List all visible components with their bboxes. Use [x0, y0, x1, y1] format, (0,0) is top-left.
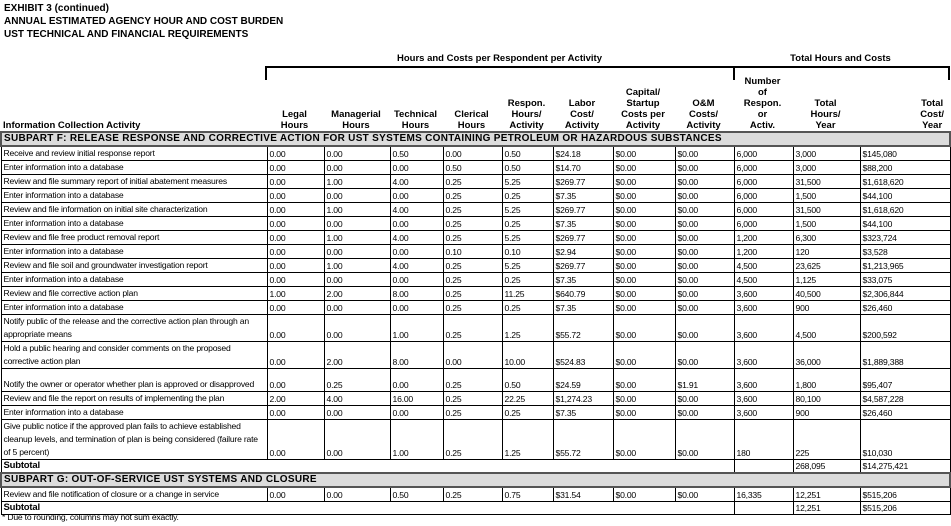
cell-capital-cost: $0.00: [613, 175, 675, 189]
cell-capital-cost: $0.00: [613, 369, 675, 392]
cell-respon-hours: 0.10: [502, 245, 553, 259]
cell-respon-hours: 0.50: [502, 161, 553, 175]
cell-technical-hours: 8.00: [390, 287, 443, 301]
cell-technical-hours: 0.00: [390, 301, 443, 315]
cell-technical-hours: 0.50: [390, 146, 443, 161]
cell-total-hours: 900: [793, 301, 860, 315]
cell-clerical-hours: 0.25: [443, 420, 502, 460]
cell-total-cost: $1,889,388: [860, 342, 950, 369]
cell-labor-cost: $7.35: [553, 217, 613, 231]
cell-om-cost: $0.00: [675, 245, 734, 259]
cell-total-hours: 4,500: [793, 315, 860, 342]
cell-technical-hours: 0.50: [390, 487, 443, 502]
cell-managerial-hours: 0.00: [324, 301, 390, 315]
cell-om-cost: $0.00: [675, 406, 734, 420]
cell-legal-hours: 0.00: [267, 203, 324, 217]
cell-num-respon: 3,600: [734, 392, 793, 406]
cell-legal-hours: 0.00: [267, 245, 324, 259]
activity-cell: Review and file summary report of initial abatement measures: [1, 175, 267, 189]
cell-managerial-hours: 1.00: [324, 175, 390, 189]
cell-labor-cost: $7.35: [553, 273, 613, 287]
exhibit-subtitle: UST TECHNICAL AND FINANCIAL REQUIREMENTS: [4, 29, 249, 40]
cell-legal-hours: 1.00: [267, 287, 324, 301]
cell-legal-hours: 0.00: [267, 217, 324, 231]
cell-technical-hours: 0.00: [390, 217, 443, 231]
cell-num-respon: 4,500: [734, 273, 793, 287]
cell-legal-hours: 0.00: [267, 315, 324, 342]
cell-technical-hours: 8.00: [390, 342, 443, 369]
totals-bracket-tick-right: [948, 66, 950, 80]
cell-num-respon: 6,000: [734, 203, 793, 217]
cell-total-hours: 40,500: [793, 287, 860, 301]
cell-capital-cost: $0.00: [613, 217, 675, 231]
cell-num-respon: 3,600: [734, 301, 793, 315]
cell-technical-hours: 0.00: [390, 406, 443, 420]
activity-cell: Review and file information on initial site characterization: [1, 203, 267, 217]
cell-labor-cost: $1,274.23: [553, 392, 613, 406]
cell-capital-cost: $0.00: [613, 273, 675, 287]
cell-total-hours: 3,000: [793, 161, 860, 175]
cell-labor-cost: $269.77: [553, 203, 613, 217]
subtotal-blank: [734, 502, 793, 515]
activity-cell: Hold a public hearing and consider comments on the proposed corrective action plan: [1, 342, 267, 369]
cell-total-cost: $10,030: [860, 420, 950, 460]
cell-om-cost: $0.00: [675, 161, 734, 175]
cell-om-cost: $0.00: [675, 315, 734, 342]
cell-labor-cost: $524.83: [553, 342, 613, 369]
cell-managerial-hours: 0.00: [324, 245, 390, 259]
subtotal-label: Subtotal: [1, 460, 734, 474]
cell-om-cost: $0.00: [675, 259, 734, 273]
subtotal-cost: $14,275,421: [860, 460, 950, 474]
cell-capital-cost: $0.00: [613, 245, 675, 259]
activity-cell: Enter information into a database: [1, 217, 267, 231]
cell-technical-hours: 0.00: [390, 369, 443, 392]
cell-num-respon: 6,000: [734, 161, 793, 175]
cell-total-hours: 1,500: [793, 189, 860, 203]
activity-cell: Enter information into a database: [1, 245, 267, 259]
subtotal-hours: 268,095: [793, 460, 860, 474]
cell-managerial-hours: 0.00: [324, 217, 390, 231]
column-header-legal-hours: Legal Hours: [280, 109, 309, 131]
cell-clerical-hours: 0.25: [443, 287, 502, 301]
cell-managerial-hours: 0.00: [324, 273, 390, 287]
cell-legal-hours: 0.00: [267, 342, 324, 369]
cell-clerical-hours: 0.25: [443, 392, 502, 406]
cell-capital-cost: $0.00: [613, 487, 675, 502]
cell-legal-hours: 0.00: [267, 301, 324, 315]
cell-clerical-hours: 0.00: [443, 146, 502, 161]
cell-legal-hours: 0.00: [267, 369, 324, 392]
cell-labor-cost: $55.72: [553, 420, 613, 460]
cell-technical-hours: 1.00: [390, 420, 443, 460]
cell-clerical-hours: 0.25: [443, 406, 502, 420]
cell-managerial-hours: 0.00: [324, 487, 390, 502]
cell-capital-cost: $0.00: [613, 146, 675, 161]
cell-total-hours: 23,625: [793, 259, 860, 273]
cell-total-cost: $2,306,844: [860, 287, 950, 301]
cell-num-respon: 1,200: [734, 231, 793, 245]
column-header-total-cost: Total Cost/ Year: [920, 98, 944, 131]
cell-legal-hours: 0.00: [267, 273, 324, 287]
column-header-technical-hours: Technical Hours: [393, 109, 438, 131]
cell-clerical-hours: 0.25: [443, 315, 502, 342]
cell-capital-cost: $0.00: [613, 287, 675, 301]
cell-num-respon: 3,600: [734, 406, 793, 420]
cell-legal-hours: 0.00: [267, 406, 324, 420]
table-row: [1, 203, 950, 217]
cell-om-cost: $1.91: [675, 369, 734, 392]
table-row: [1, 231, 950, 245]
cell-clerical-hours: 0.25: [443, 175, 502, 189]
cell-respon-hours: 5.25: [502, 203, 553, 217]
column-header-labor-cost: Labor Cost/ Activity: [564, 98, 600, 131]
cell-clerical-hours: 0.25: [443, 487, 502, 502]
cell-legal-hours: 0.00: [267, 189, 324, 203]
cell-total-hours: 120: [793, 245, 860, 259]
cell-num-respon: 6,000: [734, 146, 793, 161]
cell-respon-hours: 10.00: [502, 342, 553, 369]
cell-num-respon: 3,600: [734, 287, 793, 301]
cell-capital-cost: $0.00: [613, 189, 675, 203]
cell-om-cost: $0.00: [675, 146, 734, 161]
cell-total-hours: 6,300: [793, 231, 860, 245]
cell-total-cost: $88,200: [860, 161, 950, 175]
column-header-activity: Information Collection Activity: [3, 120, 141, 131]
cell-om-cost: $0.00: [675, 342, 734, 369]
table-row: [1, 392, 950, 406]
cell-managerial-hours: 4.00: [324, 392, 390, 406]
activity-cell: Notify public of the release and the corrective action plan through an appropriate means: [1, 315, 267, 342]
cell-clerical-hours: 0.50: [443, 161, 502, 175]
column-header-respon-hours: Respon. Hours/ Activity: [507, 98, 546, 131]
activity-cell: Review and file corrective action plan: [1, 287, 267, 301]
cell-labor-cost: $7.35: [553, 301, 613, 315]
cell-om-cost: $0.00: [675, 231, 734, 245]
cell-total-cost: $1,213,965: [860, 259, 950, 273]
cell-legal-hours: 0.00: [267, 146, 324, 161]
cell-total-hours: 1,500: [793, 217, 860, 231]
cell-clerical-hours: 0.25: [443, 189, 502, 203]
cell-respon-hours: 11.25: [502, 287, 553, 301]
cell-managerial-hours: 0.25: [324, 369, 390, 392]
cell-labor-cost: $640.79: [553, 287, 613, 301]
cell-capital-cost: $0.00: [613, 406, 675, 420]
cell-clerical-hours: 0.10: [443, 245, 502, 259]
cell-om-cost: $0.00: [675, 487, 734, 502]
cell-respon-hours: 22.25: [502, 392, 553, 406]
cell-respon-hours: 0.25: [502, 301, 553, 315]
cell-clerical-hours: 0.25: [443, 231, 502, 245]
cell-labor-cost: $7.35: [553, 189, 613, 203]
cell-respon-hours: 1.25: [502, 315, 553, 342]
cell-num-respon: 3,600: [734, 342, 793, 369]
column-header-managerial-hours: Managerial Hours: [331, 109, 381, 131]
cell-respon-hours: 0.25: [502, 217, 553, 231]
cell-total-cost: $4,587,228: [860, 392, 950, 406]
cell-num-respon: 6,000: [734, 175, 793, 189]
cell-total-cost: $515,206: [860, 487, 950, 502]
cell-num-respon: 6,000: [734, 217, 793, 231]
table-row: [1, 301, 950, 315]
cell-technical-hours: 4.00: [390, 259, 443, 273]
cell-num-respon: 4,500: [734, 259, 793, 273]
cell-clerical-hours: 0.25: [443, 301, 502, 315]
subtotal-label: Subtotal: [1, 502, 734, 515]
section-title: SUBPART G: OUT-OF-SERVICE UST SYSTEMS AND CLOSURE: [1, 473, 950, 487]
cell-managerial-hours: 2.00: [324, 342, 390, 369]
cell-managerial-hours: 0.00: [324, 420, 390, 460]
cell-num-respon: 16,335: [734, 487, 793, 502]
burden-table: [0, 131, 951, 515]
cell-total-cost: $3,528: [860, 245, 950, 259]
cell-capital-cost: $0.00: [613, 420, 675, 460]
cell-managerial-hours: 0.00: [324, 161, 390, 175]
cell-clerical-hours: 0.25: [443, 203, 502, 217]
activity-cell: Enter information into a database: [1, 189, 267, 203]
cell-labor-cost: $55.72: [553, 315, 613, 342]
activity-cell: Enter information into a database: [1, 273, 267, 287]
cell-total-cost: $44,100: [860, 189, 950, 203]
table-row: [1, 189, 950, 203]
cell-legal-hours: 0.00: [267, 487, 324, 502]
cell-num-respon: 3,600: [734, 369, 793, 392]
activity-cell: Notify the owner or operator whether plan is approved or disapproved: [1, 369, 267, 392]
cell-capital-cost: $0.00: [613, 392, 675, 406]
cell-labor-cost: $24.18: [553, 146, 613, 161]
table-row: [1, 487, 950, 502]
cell-respon-hours: 0.50: [502, 369, 553, 392]
cell-total-hours: 31,500: [793, 175, 860, 189]
table-row: [1, 342, 950, 369]
cell-respon-hours: 5.25: [502, 231, 553, 245]
cell-technical-hours: 4.00: [390, 203, 443, 217]
cell-technical-hours: 0.00: [390, 189, 443, 203]
group-header-per-activity: Hours and Costs per Respondent per Activity: [397, 53, 602, 64]
cell-total-hours: 1,125: [793, 273, 860, 287]
cell-managerial-hours: 0.00: [324, 406, 390, 420]
cell-clerical-hours: 0.25: [443, 273, 502, 287]
cell-legal-hours: 0.00: [267, 175, 324, 189]
cell-technical-hours: 1.00: [390, 315, 443, 342]
activity-cell: Review and file free product removal report: [1, 231, 267, 245]
cell-total-cost: $145,080: [860, 146, 950, 161]
cell-respon-hours: 5.25: [502, 259, 553, 273]
activity-cell: Enter information into a database: [1, 406, 267, 420]
section-header: [1, 473, 950, 487]
cell-total-cost: $26,460: [860, 406, 950, 420]
table-row: [1, 175, 950, 189]
cell-num-respon: 180: [734, 420, 793, 460]
cell-total-cost: $1,618,620: [860, 175, 950, 189]
cell-labor-cost: $24.59: [553, 369, 613, 392]
cell-technical-hours: 0.00: [390, 245, 443, 259]
cell-capital-cost: $0.00: [613, 301, 675, 315]
column-header-total-hours: Total Hours/ Year: [810, 98, 841, 131]
cell-capital-cost: $0.00: [613, 231, 675, 245]
column-header-capital-cost: Capital/ Startup Costs per Activity: [621, 87, 665, 131]
cell-om-cost: $0.00: [675, 287, 734, 301]
activity-cell: Review and file the report on results of implementing the plan: [1, 392, 267, 406]
table-row: [1, 406, 950, 420]
section-title: SUBPART F: RELEASE RESPONSE AND CORRECTIVE ACTION FOR UST SYSTEMS CONTAINING PETROLEUM OR HAZARDOUS SUBSTANCES: [1, 132, 950, 146]
activity-cell: Review and file notification of closure or a change in service: [1, 487, 267, 502]
table-row: [1, 259, 950, 273]
cell-total-hours: 80,100: [793, 392, 860, 406]
cell-labor-cost: $269.77: [553, 175, 613, 189]
cell-technical-hours: 4.00: [390, 231, 443, 245]
subtotal-blank: [734, 460, 793, 474]
table-row: [1, 245, 950, 259]
cell-managerial-hours: 1.00: [324, 231, 390, 245]
cell-total-cost: $26,460: [860, 301, 950, 315]
cell-respon-hours: 0.50: [502, 146, 553, 161]
cell-total-cost: $1,618,620: [860, 203, 950, 217]
cell-total-cost: $33,075: [860, 273, 950, 287]
cell-respon-hours: 0.75: [502, 487, 553, 502]
activity-cell: Enter information into a database: [1, 301, 267, 315]
cell-clerical-hours: 0.25: [443, 369, 502, 392]
cell-managerial-hours: 1.00: [324, 203, 390, 217]
exhibit-title: ANNUAL ESTIMATED AGENCY HOUR AND COST BURDEN: [4, 16, 284, 27]
cell-total-hours: 36,000: [793, 342, 860, 369]
subtotal-cost: $515,206: [860, 502, 950, 515]
cell-om-cost: $0.00: [675, 273, 734, 287]
cell-capital-cost: $0.00: [613, 203, 675, 217]
cell-total-cost: $44,100: [860, 217, 950, 231]
table-row: [1, 420, 950, 460]
cell-labor-cost: $31.54: [553, 487, 613, 502]
cell-legal-hours: 2.00: [267, 392, 324, 406]
cell-labor-cost: $7.35: [553, 406, 613, 420]
cell-capital-cost: $0.00: [613, 161, 675, 175]
cell-total-hours: 1,800: [793, 369, 860, 392]
table-row: [1, 315, 950, 342]
cell-total-cost: $200,592: [860, 315, 950, 342]
activity-cell: Receive and review initial response report: [1, 146, 267, 161]
cell-num-respon: 3,600: [734, 315, 793, 342]
cell-technical-hours: 16.00: [390, 392, 443, 406]
cell-total-hours: 12,251: [793, 487, 860, 502]
table-row: [1, 273, 950, 287]
cell-om-cost: $0.00: [675, 420, 734, 460]
cell-total-hours: 31,500: [793, 203, 860, 217]
subtotal-hours: 12,251: [793, 502, 860, 515]
group-header-totals: Total Hours and Costs: [790, 53, 891, 64]
cell-legal-hours: 0.00: [267, 420, 324, 460]
cell-labor-cost: $2.94: [553, 245, 613, 259]
cell-managerial-hours: 1.00: [324, 259, 390, 273]
cell-managerial-hours: 0.00: [324, 315, 390, 342]
table-row: [1, 369, 950, 392]
cell-respon-hours: 0.25: [502, 273, 553, 287]
cell-technical-hours: 0.00: [390, 273, 443, 287]
cell-om-cost: $0.00: [675, 189, 734, 203]
cell-managerial-hours: 2.00: [324, 287, 390, 301]
column-header-om-cost: O&M Costs/ Activity: [686, 98, 721, 131]
cell-legal-hours: 0.00: [267, 259, 324, 273]
cell-managerial-hours: 0.00: [324, 146, 390, 161]
cell-technical-hours: 4.00: [390, 175, 443, 189]
column-header-clerical-hours: Clerical Hours: [454, 109, 489, 131]
cell-total-hours: 225: [793, 420, 860, 460]
cell-managerial-hours: 0.00: [324, 189, 390, 203]
cell-om-cost: $0.00: [675, 392, 734, 406]
cell-om-cost: $0.00: [675, 203, 734, 217]
cell-total-hours: 3,000: [793, 146, 860, 161]
table-row: [1, 146, 950, 161]
cell-capital-cost: $0.00: [613, 259, 675, 273]
cell-om-cost: $0.00: [675, 301, 734, 315]
cell-capital-cost: $0.00: [613, 315, 675, 342]
cell-num-respon: 1,200: [734, 245, 793, 259]
table-row: [1, 287, 950, 301]
cell-num-respon: 6,000: [734, 189, 793, 203]
cell-total-cost: $323,724: [860, 231, 950, 245]
exhibit-label: EXHIBIT 3 (continued): [4, 3, 109, 14]
cell-legal-hours: 0.00: [267, 231, 324, 245]
table-row: [1, 217, 950, 231]
cell-total-hours: 900: [793, 406, 860, 420]
cell-labor-cost: $269.77: [553, 259, 613, 273]
footnote: * Due to rounding, columns may not sum exactly.: [2, 512, 179, 522]
cell-om-cost: $0.00: [675, 217, 734, 231]
section-header: [1, 132, 950, 146]
activity-cell: Give public notice if the approved plan fails to achieve established cleanup levels, and termination of plan is being considered (failure rate of 5 percent): [1, 420, 267, 460]
cell-om-cost: $0.00: [675, 175, 734, 189]
cell-total-cost: $95,407: [860, 369, 950, 392]
activity-cell: Review and file soil and groundwater investigation report: [1, 259, 267, 273]
activity-cell: Enter information into a database: [1, 161, 267, 175]
cell-respon-hours: 0.25: [502, 189, 553, 203]
cell-respon-hours: 0.25: [502, 406, 553, 420]
cell-technical-hours: 0.00: [390, 161, 443, 175]
table-row: [1, 161, 950, 175]
cell-clerical-hours: 0.00: [443, 342, 502, 369]
cell-respon-hours: 5.25: [502, 175, 553, 189]
cell-respon-hours: 1.25: [502, 420, 553, 460]
cell-clerical-hours: 0.25: [443, 259, 502, 273]
cell-labor-cost: $14.70: [553, 161, 613, 175]
subtotal-row: [1, 460, 950, 474]
cell-legal-hours: 0.00: [267, 161, 324, 175]
cell-clerical-hours: 0.25: [443, 217, 502, 231]
cell-capital-cost: $0.00: [613, 342, 675, 369]
column-header-num-respon: Number of Respon. or Activ.: [743, 76, 782, 131]
cell-labor-cost: $269.77: [553, 231, 613, 245]
